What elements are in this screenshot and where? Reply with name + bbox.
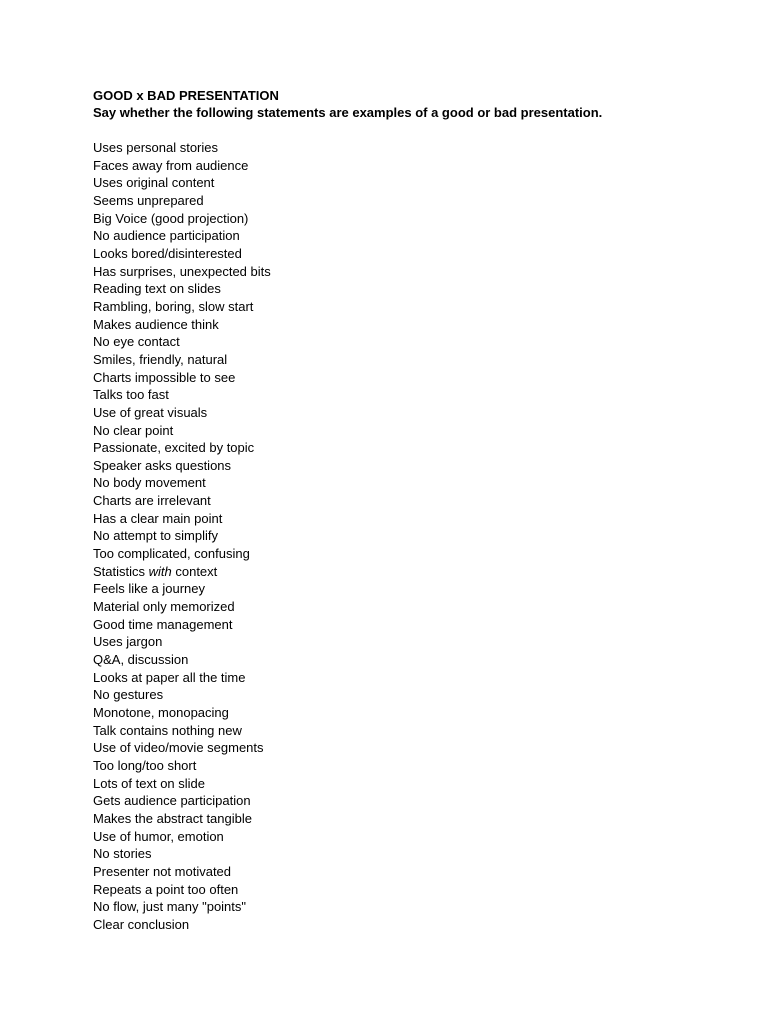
- statement-item: Looks bored/disinterested: [93, 245, 242, 261]
- statement-item: Rambling, boring, slow start: [93, 298, 254, 314]
- statement-item: Use of humor, emotion: [93, 828, 224, 844]
- statement-item: No attempt to simplify: [93, 528, 218, 544]
- statement-item: Too complicated, confusing: [93, 546, 250, 562]
- statement-item: No clear point: [93, 422, 174, 438]
- statement-item: Talks too fast: [93, 387, 169, 403]
- statement-item: Uses personal stories: [93, 140, 218, 155]
- statement-item: Looks at paper all the time: [93, 669, 246, 685]
- statement-item: Use of video/movie segments: [93, 740, 264, 756]
- statement-list: [93, 139, 733, 934]
- statement-item: Big Voice (good projection): [93, 210, 249, 226]
- statement-item: Seems unprepared: [93, 192, 204, 208]
- statement-item: Lots of text on slide: [93, 775, 206, 791]
- statement-item: Uses original content: [93, 175, 215, 191]
- statement-item: Speaker asks questions: [93, 457, 232, 473]
- statement-item: Charts impossible to see: [93, 369, 236, 385]
- statement-item: Reading text on slides: [93, 281, 221, 297]
- instruction-text: Say whether the following statements are examples of a good or bad presentation.: [93, 105, 603, 120]
- statement-item: No flow, just many "points": [93, 899, 247, 915]
- statement-item: Q&A, discussion: [93, 652, 189, 668]
- statement-item: Makes audience think: [93, 316, 219, 332]
- statement-item: Gets audience participation: [93, 793, 251, 809]
- statement-item: Talk contains nothing new: [93, 722, 242, 738]
- statement-text-after: context: [171, 563, 218, 579]
- statement-item: Too long/too short: [93, 757, 197, 773]
- statement-item: [93, 563, 733, 581]
- statement-item: Faces away from audience: [93, 157, 249, 173]
- statement-text-italic: with: [148, 563, 172, 579]
- statement-item: Has surprises, unexpected bits: [93, 263, 271, 279]
- statement-item: Uses jargon: [93, 634, 163, 650]
- document-page: [93, 87, 733, 934]
- statement-item: Smiles, friendly, natural: [93, 351, 228, 367]
- statement-item: No eye contact: [93, 334, 180, 350]
- statement-text-before: Statistics: [93, 563, 149, 579]
- statement-item: Monotone, monopacing: [93, 705, 229, 720]
- statement-item: No audience participation: [93, 228, 240, 244]
- statement-item: Repeats a point too often: [93, 881, 239, 897]
- statement-item: Makes the abstract tangible: [93, 810, 252, 826]
- statement-item: No gestures: [93, 687, 164, 703]
- document-title: GOOD x BAD PRESENTATION: [93, 88, 279, 103]
- statement-item: No body movement: [93, 475, 206, 491]
- statement-item: Charts are irrelevant: [93, 493, 211, 509]
- statement-item: No stories: [93, 846, 152, 862]
- statement-item: Good time management: [93, 616, 233, 632]
- statement-item: Material only memorized: [93, 599, 235, 615]
- statement-item: Has a clear main point: [93, 510, 223, 526]
- statement-item: Passionate, excited by topic: [93, 440, 255, 456]
- statement-item: Presenter not motivated: [93, 863, 232, 879]
- statement-item: Clear conclusion: [93, 916, 190, 932]
- statement-item: Feels like a journey: [93, 581, 205, 597]
- statement-item: Use of great visuals: [93, 404, 208, 420]
